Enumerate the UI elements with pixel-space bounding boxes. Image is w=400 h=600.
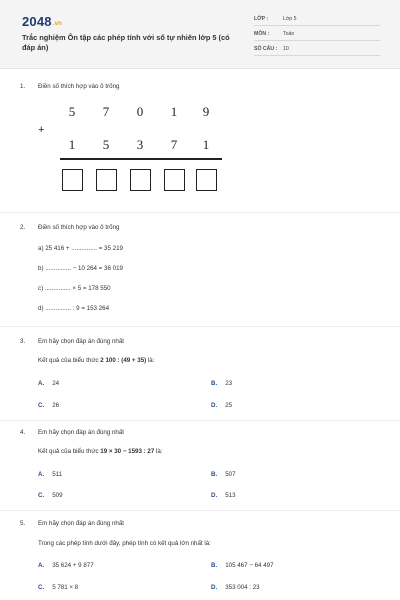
stem-expression: 19 × 30 − 1593 : 27 xyxy=(100,448,155,455)
option-text: 105 467 − 64 497 xyxy=(225,562,274,569)
option-b[interactable] xyxy=(211,380,232,387)
meta-subject-key: MÔN : xyxy=(254,31,270,37)
divider xyxy=(0,326,400,327)
question-stem xyxy=(38,357,154,364)
option-label: B. xyxy=(211,562,218,569)
divider xyxy=(0,510,400,511)
option-text: 26 xyxy=(52,402,60,409)
fill-line-d[interactable]: d) ............... : 9 = 153 264 xyxy=(38,305,110,312)
meta-class-key: LỚP : xyxy=(254,16,269,22)
meta-count-row xyxy=(254,44,380,56)
question-prompt: Điền số thích hợp vào ô trống xyxy=(38,83,120,90)
question-number: 1. xyxy=(20,83,26,90)
fill-line-a[interactable]: a) 25 416 + ............... = 35 219 xyxy=(38,245,123,252)
option-text: 25 xyxy=(225,402,233,409)
stem-text: Kết quả của biểu thức xyxy=(38,357,101,364)
option-label: D. xyxy=(211,402,218,409)
question-number: 5. xyxy=(20,520,26,527)
option-text: 23 xyxy=(225,380,233,387)
fill-line-c[interactable]: c) ............... × 5 = 178 550 xyxy=(38,285,111,292)
option-text: 511 xyxy=(52,471,63,478)
option-text: 507 xyxy=(225,471,236,478)
addend2-digit: 7 xyxy=(170,137,178,152)
question-prompt: Điền số thích hợp vào ô trống xyxy=(38,224,120,231)
option-c[interactable] xyxy=(38,492,63,499)
option-text: 353 004 : 23 xyxy=(225,584,260,591)
option-b[interactable] xyxy=(211,471,236,478)
question-stem: Trong các phép tính dưới đây, phép tính có kết quả lớn nhất là: xyxy=(38,540,211,547)
option-label: A. xyxy=(38,380,45,387)
logo-suffix: .vn xyxy=(52,21,63,27)
divider xyxy=(0,420,400,421)
addend1-digit: 1 xyxy=(170,104,178,119)
option-label: C. xyxy=(38,584,45,591)
answer-box[interactable] xyxy=(196,169,217,191)
option-text: 5 781 × 8 xyxy=(52,584,79,591)
addend1-digit: 9 xyxy=(202,104,210,119)
answer-box[interactable] xyxy=(96,169,117,191)
option-text: 513 xyxy=(225,492,236,499)
option-a[interactable] xyxy=(38,471,62,478)
fill-line-b[interactable]: b) ............... − 10 264 = 36 019 xyxy=(38,265,123,272)
addend2-digit: 5 xyxy=(102,137,110,152)
logo-text: 2048 xyxy=(22,14,52,29)
option-text: 24 xyxy=(52,380,60,387)
addend2-digit: 1 xyxy=(68,137,76,152)
option-label: D. xyxy=(211,492,218,499)
option-b[interactable] xyxy=(211,562,274,569)
answer-box[interactable] xyxy=(130,169,151,191)
option-text: 35 624 + 9 877 xyxy=(52,562,94,569)
option-label: B. xyxy=(211,471,218,478)
option-a[interactable] xyxy=(38,562,94,569)
stem-text: là: xyxy=(154,448,163,455)
addend1-digit: 5 xyxy=(68,104,76,119)
meta-subject-value: Toán xyxy=(283,31,295,37)
stem-text: Kết quả của biểu thức xyxy=(38,448,101,455)
meta-class-row xyxy=(254,14,380,26)
question-stem xyxy=(38,448,163,455)
option-label: A. xyxy=(38,471,45,478)
site-logo[interactable] xyxy=(22,14,62,29)
question-prompt: Em hãy chọn đáp án đúng nhất xyxy=(38,338,125,345)
option-d[interactable] xyxy=(211,492,236,499)
answer-box[interactable] xyxy=(164,169,185,191)
question-prompt: Em hãy chọn đáp án đúng nhất xyxy=(38,429,125,436)
page-header xyxy=(0,0,400,69)
option-label: A. xyxy=(38,562,45,569)
meta-count-key: SỐ CÂU : xyxy=(254,46,278,52)
meta-count-value: 10 xyxy=(283,46,289,52)
divider xyxy=(0,212,400,213)
option-d[interactable] xyxy=(211,584,260,591)
addend2-digit: 1 xyxy=(202,137,210,152)
sum-line xyxy=(60,158,222,160)
option-c[interactable] xyxy=(38,584,78,591)
option-label: C. xyxy=(38,402,45,409)
question-prompt: Em hãy chọn đáp án đúng nhất xyxy=(38,520,125,527)
question-number: 3. xyxy=(20,338,26,345)
plus-operator: + xyxy=(38,124,45,136)
meta-subject-row xyxy=(254,29,380,41)
option-text: 509 xyxy=(52,492,63,499)
meta-class-value: Lớp 5 xyxy=(283,16,297,22)
option-label: C. xyxy=(38,492,45,499)
answer-box[interactable] xyxy=(62,169,83,191)
option-label: B. xyxy=(211,380,218,387)
question-number: 2. xyxy=(20,224,26,231)
option-d[interactable] xyxy=(211,402,232,409)
addend1-digit: 7 xyxy=(102,104,110,119)
stem-expression: 2 100 : (49 + 35) xyxy=(100,357,147,364)
stem-text: là: xyxy=(146,357,155,364)
addend1-digit: 0 xyxy=(136,104,144,119)
quiz-title: Trắc nghiệm Ôn tập các phép tính với số tự nhiên lớp 5 (có đáp án) xyxy=(22,33,230,52)
option-c[interactable] xyxy=(38,402,59,409)
addend2-digit: 3 xyxy=(136,137,144,152)
option-label: D. xyxy=(211,584,218,591)
option-a[interactable] xyxy=(38,380,59,387)
question-number: 4. xyxy=(20,429,26,436)
